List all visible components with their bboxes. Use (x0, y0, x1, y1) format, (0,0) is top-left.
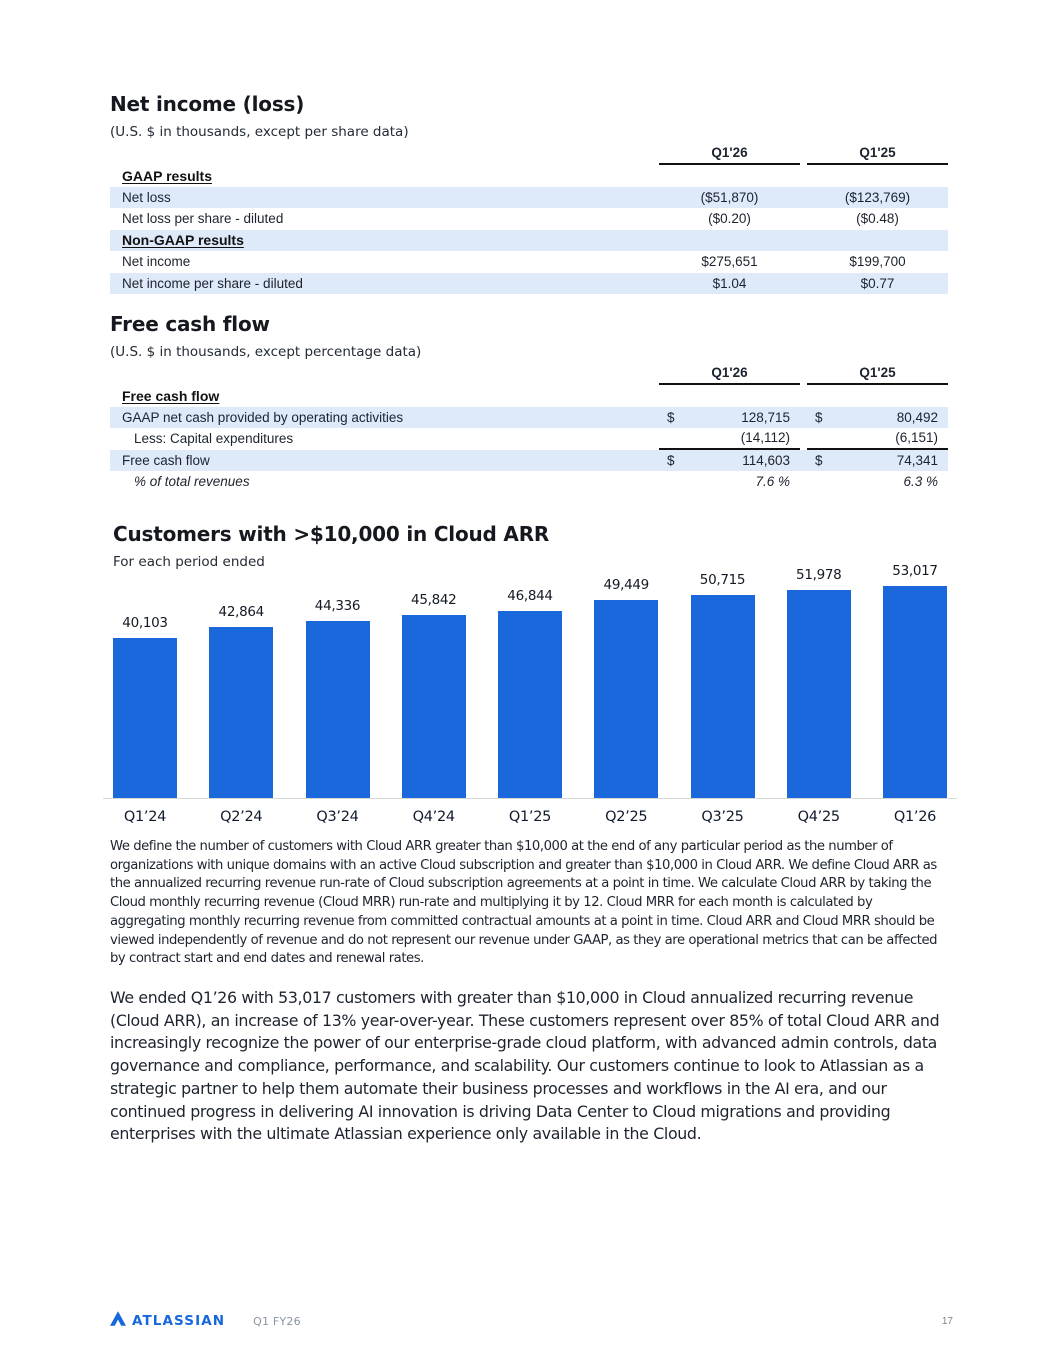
bar (594, 600, 658, 798)
bar (883, 586, 947, 798)
footer-period: Q1 FY26 (253, 1314, 301, 1328)
row-value: ($123,769) (844, 189, 911, 205)
row-label: GAAP results (122, 167, 212, 184)
net-income-subtitle: (U.S. $ in thousands, except per share data) (110, 124, 409, 140)
x-axis-label: Q1’26 (893, 809, 937, 825)
bar-column (113, 615, 177, 798)
table-row (110, 428, 948, 450)
free-cash-flow-table (110, 365, 948, 493)
bar (209, 627, 273, 798)
row-value: $ 80,492 (815, 409, 938, 425)
body-paragraph: We ended Q1’26 with 53,017 customers with greater than $10,000 in Cloud annualized recurring revenue (Cloud ARR), an increase of 13% year-over-year. These customers represent over 85% of total Cloud ARR and increasingly recognize the power of our enterprise-grade cloud platform, with advanced admin controls, data governance and compliance, performance, and scalability. Our customers continue to look to Atlassian as a strategic partner to help them automate their business processes and workflows in the AI era, and our continued progress in delivering AI innovation is driving Data Center to Cloud migrations and providing enterprises with the ultimate Atlassian experience only available in the Cloud. (110, 988, 940, 1144)
bar-value-label: 51,978 (796, 567, 842, 583)
row-label: Net income (122, 254, 191, 270)
row-value: $1.04 (712, 275, 747, 291)
table-section-row (110, 165, 948, 187)
x-axis-labels (103, 809, 957, 825)
row-label: Free cash flow (122, 387, 220, 404)
x-axis-label: Q4’24 (412, 809, 455, 825)
x-axis-label: Q4’25 (797, 809, 840, 825)
chart-subtitle: For each period ended (113, 554, 265, 570)
free-cash-flow-title: Free cash flow (110, 312, 270, 336)
free-cash-flow-section (110, 311, 950, 493)
row-label: % of total revenues (134, 474, 250, 490)
row-value: $199,700 (849, 254, 906, 270)
atlassian-wordmark: ATLASSIAN (132, 1313, 226, 1329)
bar (498, 611, 562, 798)
row-label: Less: Capital expenditures (134, 431, 294, 447)
x-axis-label: Q3’25 (701, 809, 744, 825)
bar-column (402, 592, 466, 798)
row-value: 6.3 % (903, 474, 938, 490)
row-value: $ 114,603 (667, 452, 790, 468)
net-income-title: Net income (loss) (110, 92, 305, 116)
table-section-row (110, 385, 948, 407)
row-value: (14,112) (659, 428, 800, 450)
bar-value-label: 53,017 (892, 563, 938, 579)
bar-column (306, 598, 370, 798)
bar-value-label: 44,336 (314, 598, 361, 614)
table-row (110, 187, 948, 209)
row-label: Net loss (122, 189, 171, 205)
row-value: $275,651 (701, 254, 758, 270)
bar (113, 638, 177, 798)
column-header: Q1'25 (807, 145, 948, 165)
bar (306, 621, 370, 798)
x-axis-label: Q2’24 (220, 809, 263, 825)
row-label: GAAP net cash provided by operating activities (122, 409, 404, 425)
table-row (110, 251, 948, 273)
bar-column (691, 572, 755, 798)
row-value: (6,151) (807, 428, 948, 450)
bar-column (883, 563, 947, 798)
row-value: ($0.48) (856, 211, 899, 227)
bar-value-label: 40,103 (122, 615, 168, 631)
bar-value-label: 49,449 (603, 577, 649, 593)
row-value: 7.6 % (755, 474, 790, 490)
atlassian-logo-icon (110, 1311, 126, 1331)
row-value: $ 74,341 (815, 452, 938, 468)
table-header-row (110, 145, 948, 165)
row-value: $ 128,715 (667, 409, 790, 425)
table-row (110, 273, 948, 295)
bar-value-label: 45,842 (411, 592, 457, 608)
bar-chart (103, 563, 957, 798)
table-row (110, 450, 948, 472)
x-axis-label: Q3’24 (316, 809, 359, 825)
x-axis-label: Q1’24 (123, 809, 167, 825)
customers-chart-section (103, 521, 957, 825)
bar-column (594, 577, 658, 798)
bar (787, 590, 851, 798)
row-value: ($0.20) (708, 211, 751, 227)
net-income-section (110, 91, 950, 294)
column-header: Q1'25 (807, 365, 948, 385)
chart-baseline (103, 563, 957, 799)
table-row (110, 407, 948, 429)
x-axis-label: Q2’25 (605, 809, 648, 825)
bar (691, 595, 755, 798)
table-header-row (110, 365, 948, 385)
table-row (110, 471, 948, 493)
page-footer (110, 1311, 953, 1331)
row-label: Free cash flow (122, 452, 210, 468)
row-value: $0.77 (860, 275, 895, 291)
column-header: Q1'26 (659, 145, 800, 165)
row-label: Net income per share - diluted (122, 275, 303, 291)
bar-column (498, 588, 562, 798)
bar-column (209, 604, 273, 798)
free-cash-flow-subtitle: (U.S. $ in thousands, except percentage data) (110, 344, 422, 360)
table-row (110, 208, 948, 230)
x-axis-label: Q1’25 (508, 809, 552, 825)
net-income-table (110, 145, 948, 294)
chart-footnote: We define the number of customers with Cloud ARR greater than $10,000 at the end of any particular period as the number of organizations with unique domains with an active Cloud subscription and greater than $10,000 in Cloud ARR. We define Cloud ARR as the annualized recurring revenue run-rate of Cloud subscription agreements at a point in time. We calculate Cloud ARR by taking the Cloud monthly recurring revenue (Cloud MRR) run-rate and multiplying it by 12. Cloud MRR for each month is calculated by aggregating monthly recurring revenue from committed contractual amounts at a point in time. Cloud ARR and Cloud MRR should be viewed independently of revenue and do not represent our revenue under GAAP, as they are operational metrics that can be affected by contract start and end dates and renewal rates. (110, 839, 938, 967)
table-section-row (110, 230, 948, 252)
page-number: 17 (941, 1315, 953, 1327)
bar (402, 615, 466, 798)
bar-value-label: 46,844 (507, 588, 553, 604)
row-label: Non-GAAP results (122, 232, 244, 249)
bar-value-label: 42,864 (218, 604, 264, 620)
bar-value-label: 50,715 (699, 572, 746, 588)
column-header: Q1'26 (659, 365, 800, 385)
row-value: ($51,870) (700, 189, 759, 205)
bar-column (787, 567, 851, 798)
row-label: Net loss per share - diluted (122, 211, 284, 227)
chart-title: Customers with >$10,000 in Cloud ARR (113, 522, 550, 546)
